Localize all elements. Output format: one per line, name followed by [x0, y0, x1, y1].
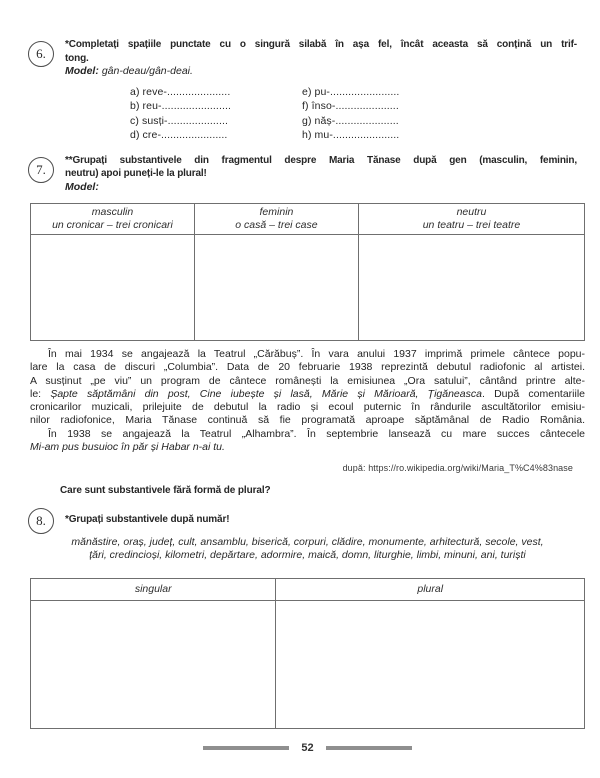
gender-title-masculin: masculin: [91, 206, 134, 218]
exercise-7-number-badge: 7.: [28, 157, 54, 183]
exercise-7-title: [65, 154, 577, 195]
model-example: gân-deau/gân-deai.: [101, 65, 193, 77]
exercise-8-title: [65, 513, 577, 527]
exercise-7-title-line-1: **Grupați substantivele din fragmentul despre Maria Tănase după gen (masculin, feminin,: [65, 154, 577, 166]
answer-cell-feminin: [194, 235, 358, 341]
exercise-7-header: [30, 154, 585, 195]
plural-question: Care sunt substantivele fără formă de plural?: [60, 485, 271, 497]
gender-header-masculin: [31, 204, 195, 235]
exercise-6-number-badge: 6.: [28, 41, 54, 67]
gender-header-feminin: [194, 204, 358, 235]
word-list-line-2: țări, credincioși, kilometri, depărtare, adormire, maică, domn, liturghie, limbi, minuni, ani, turiști: [89, 549, 526, 562]
model-label: Model:: [65, 180, 99, 193]
answer-cell-singular: [31, 600, 276, 728]
passage-text: În mai 1934 se angajează la Teatrul „Cărăbuș”. În vara anului 1937 imprimă primele cântece popu- lare la casa de discuri „Columbia”. Data de 20 februarie 1938 reprezintă debutul radiofonic al artistei. A susținut „pe viu” un program de cântece românești la emisiunea „Ora satului”, cântând printre alte- le: Șapte săptămâni din post, Cine iubește și lasă, Mărie și Mărioară, Țigăneasca. După comentariile cronicarilor muzicali, prilejuite de debutul la radio și ecoul puternic în rândurile ascultătorilor emisiu- nilor radiofonice, Maria Tănase continuă să fie programată aproape săptămânal de Radio România. În 1938 se angajează la Teatrul „Alhambra”. În septembrie lansează cu mare succes cântecele Mi-am pus busuioc în păr și Habar n-ai tu.: [30, 348, 585, 454]
fill-item-e: e) pu-.......................: [302, 85, 400, 98]
source-credit: după: https://ro.wikipedia.org/wiki/Maria_T%C4%83nase: [342, 463, 573, 474]
gender-example-masculin: un cronicar – trei cronicari: [52, 219, 173, 231]
number-header-plural: plural: [276, 578, 585, 600]
fill-in-items: [130, 85, 585, 143]
answer-cell-plural: [276, 600, 585, 728]
gender-title-neutru: neutru: [456, 206, 487, 218]
fill-item-g: g) năș-.....................: [302, 114, 399, 127]
gender-table-header-row: [31, 204, 585, 235]
gender-header-neutru: [358, 204, 584, 235]
number-table-answer-row: [31, 600, 585, 728]
exercise-6-title-line-2: tong.: [65, 52, 89, 64]
exercise-6-title-line-1: *Completați spațiile punctate cu o singură silabă în așa fel, încât aceasta să conțină un trif-: [65, 39, 577, 50]
exercise-7-title-line-2: neutru) apoi puneți-le la plural!: [65, 168, 207, 179]
page-footer: [30, 742, 585, 754]
exercise-8-header: [30, 513, 585, 527]
exercise-6-model-line: [65, 65, 577, 79]
fill-item-h: h) mu-......................: [302, 129, 400, 141]
fill-item-a: a) reve-.....................: [130, 85, 231, 98]
exercise-8-title-line: *Grupați substantivele după număr!: [65, 514, 230, 526]
exercise-7-section: [30, 154, 585, 342]
fill-item-d: d) cre-......................: [130, 129, 228, 141]
fill-in-column-right: [302, 85, 399, 143]
page-number: 52: [301, 741, 314, 754]
word-list-line-1: mănăstire, oraș, județ, cult, ansamblu, biserică, corpuri, clădire, monumente, arhitectură, secole, vest,: [71, 535, 544, 548]
exercise-6-header: [30, 38, 585, 79]
footer-rule-left: [203, 746, 289, 750]
fill-item-c: c) susți-....................: [130, 114, 228, 127]
exercise-6-section: [30, 38, 585, 143]
gender-example-neutru: un teatru – trei teatre: [422, 219, 521, 231]
fill-in-column-left: [130, 85, 302, 143]
fill-item-b: b) reu-.......................: [130, 100, 232, 112]
gender-table-answer-row: [31, 235, 585, 341]
exercise-7-model-line: [65, 181, 577, 195]
model-label: Model:: [65, 65, 99, 77]
gender-example-feminin: o casă – trei case: [235, 219, 318, 231]
exercise-8-number-badge: 8.: [28, 508, 54, 534]
fill-item-f: f) înso-.....................: [302, 100, 399, 112]
footer-rule-right: [326, 746, 412, 750]
exercise-6-title: [65, 38, 577, 79]
word-list: [30, 536, 585, 563]
answer-cell-neutru: [358, 235, 584, 341]
gender-title-feminin: feminin: [259, 206, 294, 218]
gender-table: [30, 203, 585, 341]
number-table: [30, 578, 585, 729]
exercise-8-section: [30, 513, 585, 729]
number-table-header-row: [31, 578, 585, 600]
answer-cell-masculin: [31, 235, 195, 341]
number-header-singular: singular: [31, 578, 276, 600]
